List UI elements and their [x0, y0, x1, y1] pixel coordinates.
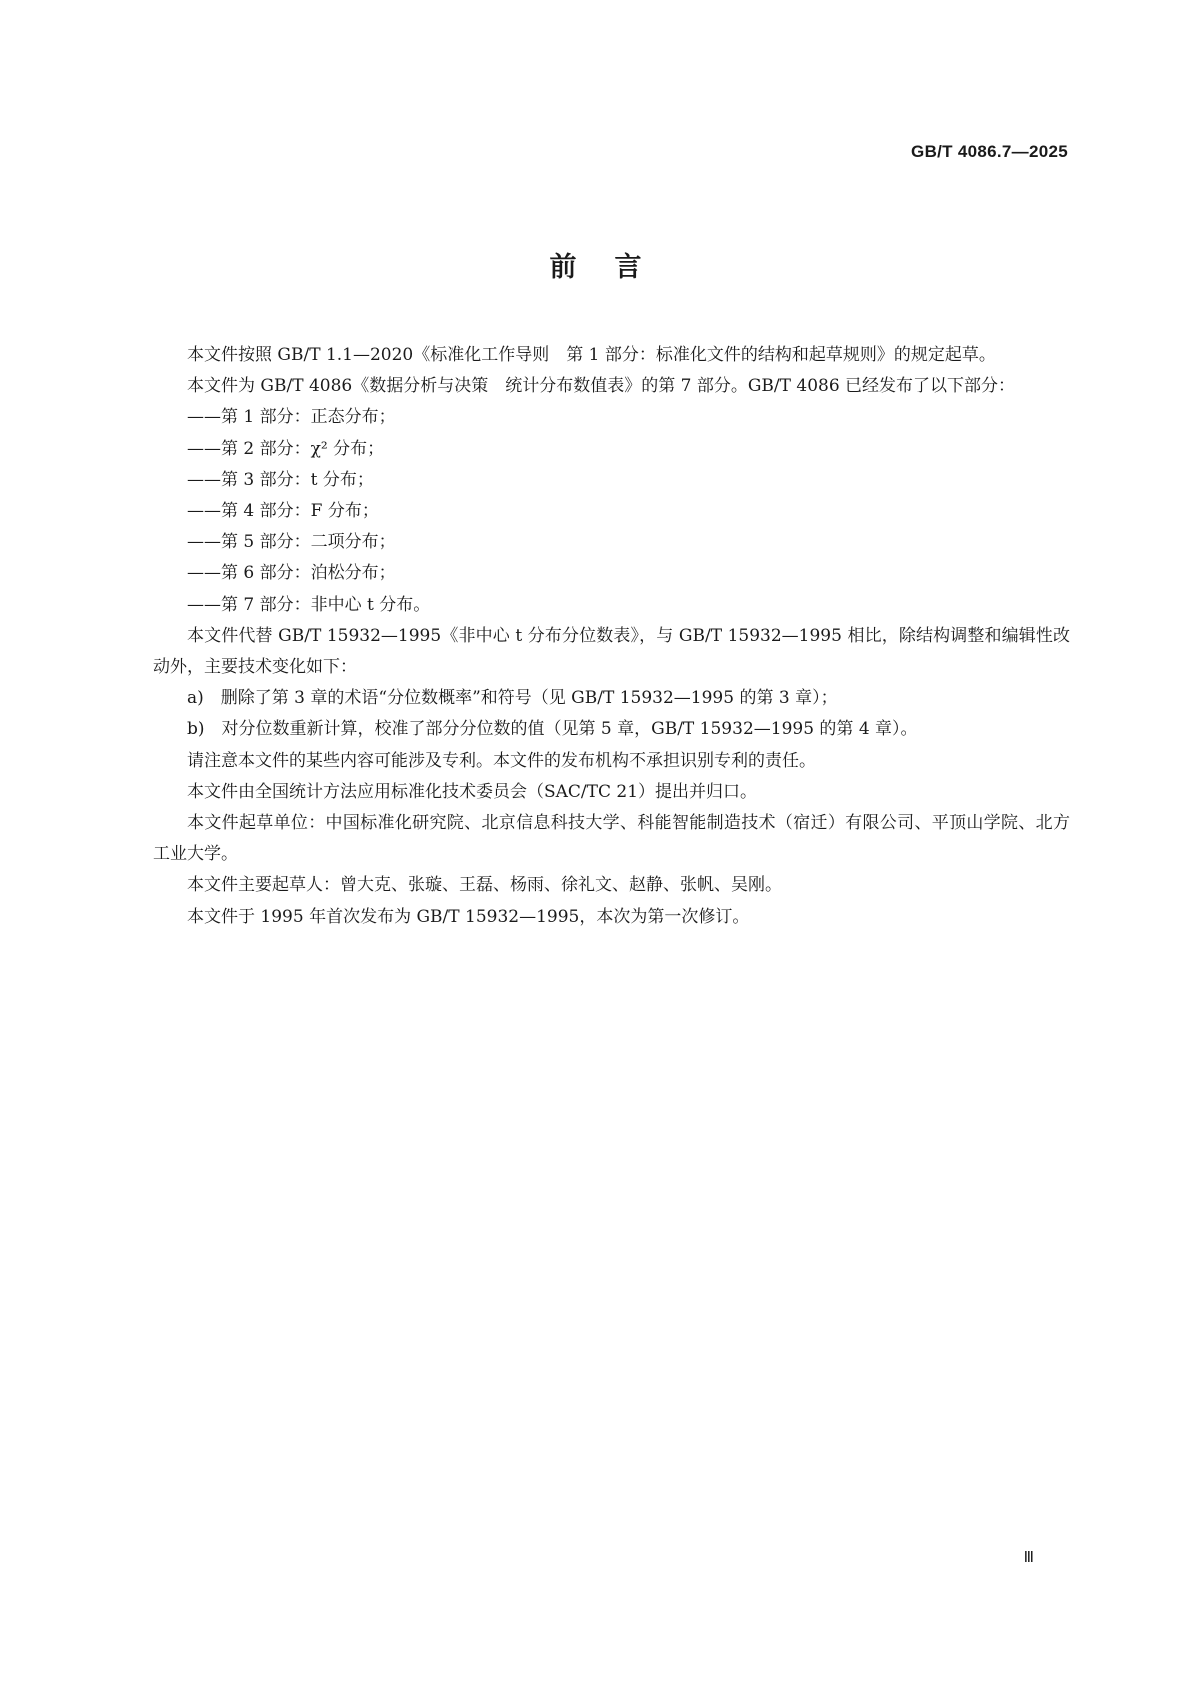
part-list-item: ——第 7 部分：非中心 t 分布。: [187, 594, 431, 615]
change-list-item: b) 对分位数重新计算，校准了部分分位数的值（见第 5 章，GB/T 15932—1995 的第 4 章）。: [187, 719, 918, 740]
paragraph-proposer: 本文件由全国统计方法应用标准化技术委员会（SAC/TC 21）提出并归口。: [187, 781, 758, 802]
paragraph-history: 本文件于 1995 年首次发布为 GB/T 15932—1995，本次为第一次修订。: [187, 906, 750, 927]
part-list-item: ——第 6 部分：泊松分布；: [187, 563, 396, 584]
page-number: Ⅲ: [1023, 1548, 1034, 1566]
part-list-item: ——第 5 部分：二项分布；: [187, 532, 396, 553]
page-title: 前言: [549, 252, 680, 283]
paragraph-drafters: 本文件主要起草人：曾大克、张璇、王磊、杨雨、徐礼文、赵静、张帆、吴刚。: [187, 875, 782, 896]
paragraph-replacement: 本文件代替 GB/T 15932—1995《非中心 t 分布分位数表》，与 GB/T 15932—1995 相比，除结构调整和编辑性改动外，主要技术变化如下：: [153, 625, 1070, 678]
part-list-item: ——第 3 部分：t 分布；: [187, 469, 374, 490]
preface-body: [153, 340, 1070, 933]
paragraph-series-intro: 本文件为 GB/T 4086《数据分析与决策 统计分布数值表》的第 7 部分。GB/T 4086 已经发布了以下部分：: [187, 376, 1016, 397]
paragraph-patent-notice: 请注意本文件的某些内容可能涉及专利。本文件的发布机构不承担识别专利的责任。: [187, 750, 816, 771]
part-list-item: ——第 1 部分：正态分布；: [187, 407, 396, 428]
change-list-item: a) 删除了第 3 章的术语“分位数概率”和符号（见 GB/T 15932—1995 的第 3 章）；: [187, 688, 838, 709]
part-list-item: ——第 2 部分：χ² 分布；: [187, 438, 385, 459]
paragraph-drafting-basis: 本文件按照 GB/T 1.1—2020《标准化工作导则 第 1 部分：标准化文件的结构和起草规则》的规定起草。: [187, 345, 996, 365]
part-list-item: ——第 4 部分：F 分布；: [187, 501, 379, 522]
paragraph-drafting-units: 本文件起草单位：中国标准化研究院、北京信息科技大学、科能智能制造技术（宿迁）有限公司、平顶山学院、北方工业大学。: [153, 813, 1070, 865]
document-code: GB/T 4086.7—2025: [911, 142, 1068, 161]
